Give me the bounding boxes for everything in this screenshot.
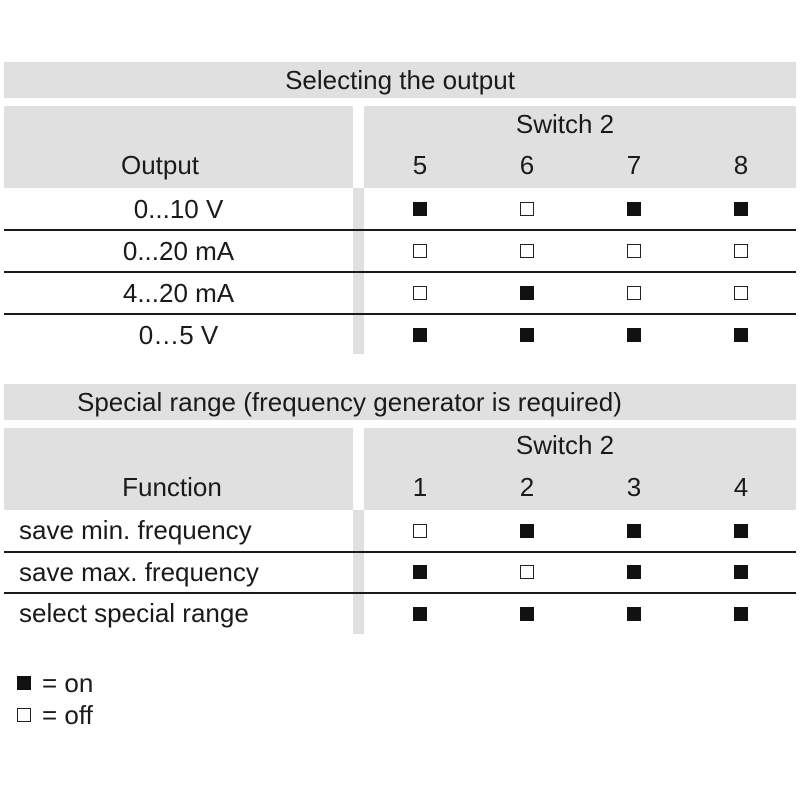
switch-on-square — [520, 607, 534, 621]
switch-off-square — [413, 524, 427, 538]
section1-switch-number: 7 — [626, 150, 642, 180]
section2-switch-number: 3 — [626, 472, 642, 502]
switch-on-square — [413, 202, 427, 216]
switch-off-square — [734, 286, 748, 300]
switch-on-square — [520, 286, 534, 300]
switch-on-square — [734, 607, 748, 621]
switch-off-square — [520, 202, 534, 216]
switch-off-square — [627, 244, 641, 258]
switch-off-square — [520, 244, 534, 258]
section2-header-separator — [353, 428, 364, 510]
section2-title: Special range (frequency generator is required) — [77, 386, 622, 417]
section2-switch-number: 1 — [412, 472, 428, 502]
section1-row-label: 0...20 mA — [122, 235, 235, 266]
switch-off-square — [734, 244, 748, 258]
switch-off-square — [413, 286, 427, 300]
switch-on-square — [627, 202, 641, 216]
section2-switch-number: 2 — [519, 472, 535, 502]
section1-row-label: 0...10 V — [133, 193, 224, 224]
section1-title: Selecting the output — [285, 64, 515, 95]
switch-on-square — [627, 328, 641, 342]
legend-on-square — [17, 676, 31, 690]
section2-title-band — [4, 384, 796, 420]
section1-switch-number: 6 — [519, 150, 535, 180]
section1-row-label: 0…5 V — [138, 319, 219, 350]
switch-off-square — [627, 286, 641, 300]
switch-on-square — [734, 328, 748, 342]
section2-row-label: save max. frequency — [19, 556, 259, 587]
switch-on-square — [734, 524, 748, 538]
section1-header-separator — [353, 106, 364, 188]
section2-row-label: save min. frequency — [19, 515, 252, 546]
section2-row-label: select special range — [19, 598, 249, 629]
switch-on-square — [520, 524, 534, 538]
section1-column-header: Output — [120, 150, 200, 180]
switch-on-square — [413, 328, 427, 342]
section1-title-band — [4, 62, 796, 98]
switch-on-square — [627, 524, 641, 538]
section2-body-separator — [353, 510, 364, 634]
legend-off-square — [17, 708, 31, 722]
section2-switch-number: 4 — [733, 472, 749, 502]
switch-on-square — [627, 607, 641, 621]
switch-on-square — [413, 607, 427, 621]
section1-switch-number: 8 — [733, 150, 749, 180]
switch-on-square — [520, 328, 534, 342]
switch-on-square — [734, 565, 748, 579]
section1-switch-number: 5 — [412, 150, 428, 180]
section2-switch-label: Switch 2 — [515, 430, 615, 460]
switch-off-square — [413, 244, 427, 258]
switch-on-square — [734, 202, 748, 216]
section2-column-header: Function — [122, 472, 222, 502]
legend-on-text: = on — [42, 668, 94, 698]
switch-on-square — [627, 565, 641, 579]
switch-on-square — [413, 565, 427, 579]
section1-row-label: 4...20 mA — [122, 277, 235, 308]
switch-off-square — [520, 565, 534, 579]
section1-switch-label: Switch 2 — [515, 109, 615, 139]
legend-off-text: = off — [42, 700, 93, 730]
